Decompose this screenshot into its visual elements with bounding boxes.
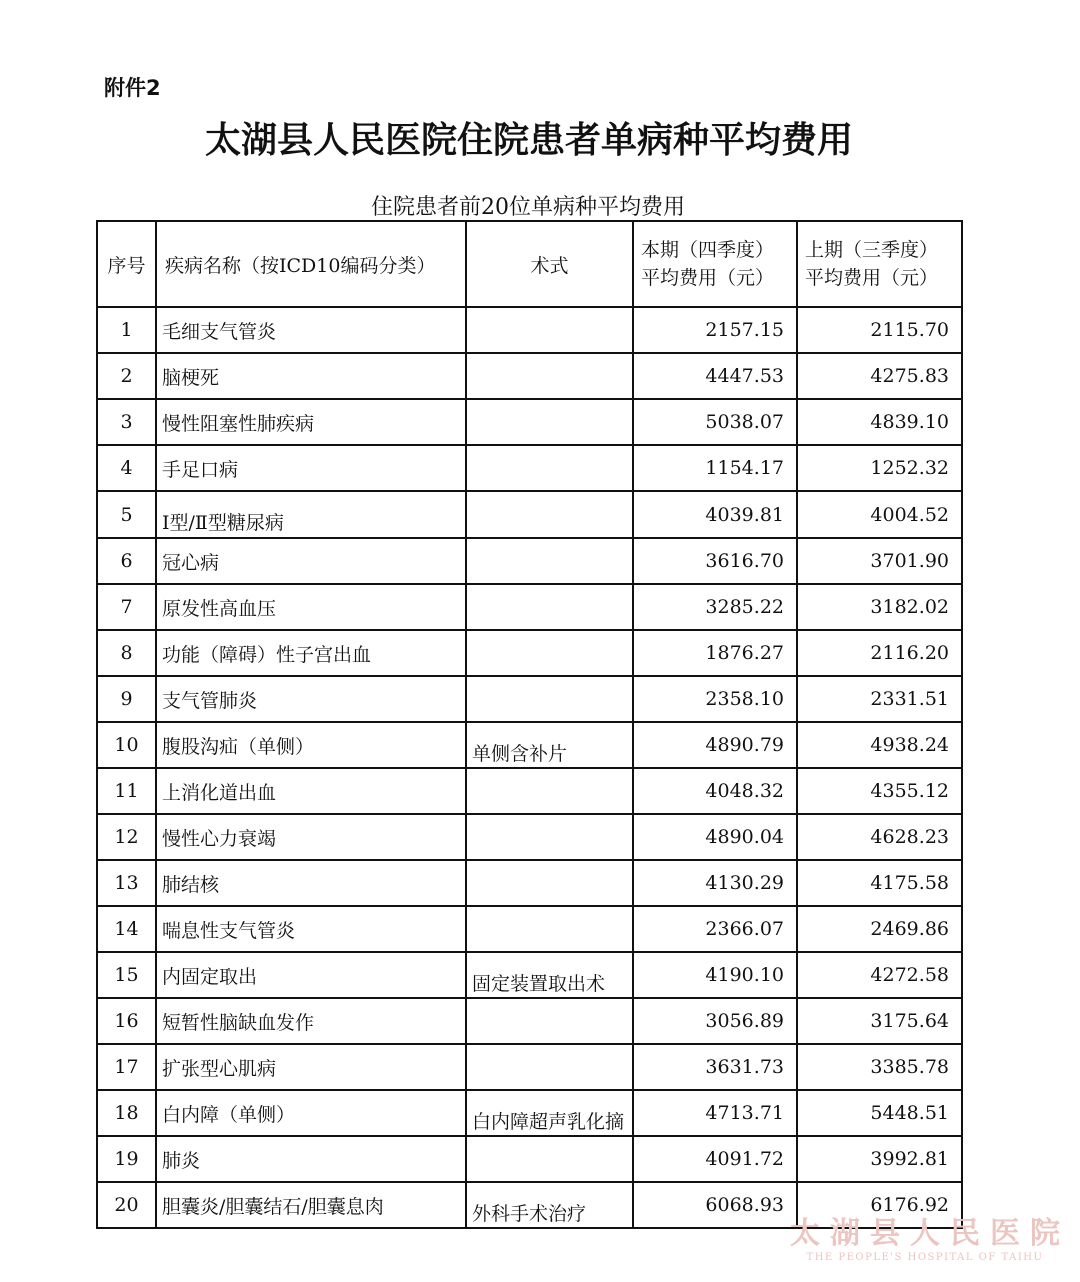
disease-name-cell: 胆囊炎/胆囊结石/胆囊息肉 [156, 1182, 466, 1228]
current-cost-cell: 4039.81 [633, 491, 797, 538]
disease-name-cell: 扩张型心肌病 [156, 1044, 466, 1090]
previous-cost-cell: 5448.51 [797, 1090, 962, 1136]
current-cost-cell: 4130.29 [633, 860, 797, 906]
current-cost-cell: 3631.73 [633, 1044, 797, 1090]
attachment-label: 附件2 [104, 76, 161, 100]
page-title: 太湖县人民医院住院患者单病种平均费用 [204, 120, 853, 161]
procedure-cell [466, 676, 633, 722]
disease-name-cell: 手足口病 [156, 445, 466, 491]
row-number: 14 [97, 906, 156, 952]
disease-name-cell: 肺炎 [156, 1136, 466, 1182]
current-cost-cell: 1876.27 [633, 630, 797, 676]
row-number: 9 [97, 676, 156, 722]
header-previous-period [797, 221, 962, 307]
watermark-chinese: 太湖县人民医院 [790, 1216, 1070, 1251]
row-number: 8 [97, 630, 156, 676]
row-number: 5 [97, 491, 156, 538]
table-row [97, 353, 962, 399]
previous-cost-cell: 1252.32 [797, 445, 962, 491]
header-current-line1: 本期（四季度） [641, 239, 775, 261]
current-cost-cell: 2366.07 [633, 906, 797, 952]
cost-table [96, 220, 963, 1229]
row-number: 18 [97, 1090, 156, 1136]
previous-cost-cell: 4839.10 [797, 399, 962, 445]
disease-name-cell: 上消化道出血 [156, 768, 466, 814]
previous-cost-cell: 4275.83 [797, 353, 962, 399]
previous-cost-cell: 3992.81 [797, 1136, 962, 1182]
procedure-cell [466, 814, 633, 860]
table-row [97, 1136, 962, 1182]
previous-cost-cell: 4004.52 [797, 491, 962, 538]
procedure-cell [466, 399, 633, 445]
disease-name-cell: I型/Ⅱ型糖尿病 [156, 491, 466, 538]
procedure-cell [466, 906, 633, 952]
row-number: 12 [97, 814, 156, 860]
procedure-cell [466, 860, 633, 906]
table-row [97, 1090, 962, 1136]
header-previous-line2: 平均费用（元） [805, 267, 939, 289]
procedure-cell: 单侧含补片 [466, 722, 633, 768]
table-row [97, 538, 962, 584]
procedure-cell [466, 998, 633, 1044]
current-cost-cell: 4190.10 [633, 952, 797, 998]
disease-name-cell: 内固定取出 [156, 952, 466, 998]
watermark-english: THE PEOPLE'S HOSPITAL OF TAIHU [806, 1252, 1044, 1263]
procedure-cell [466, 538, 633, 584]
disease-name-cell: 脑梗死 [156, 353, 466, 399]
table-body [97, 307, 962, 1228]
procedure-cell [466, 768, 633, 814]
procedure-cell [466, 491, 633, 538]
disease-name-cell: 喘息性支气管炎 [156, 906, 466, 952]
table-row [97, 630, 962, 676]
previous-cost-cell: 3175.64 [797, 998, 962, 1044]
row-number: 15 [97, 952, 156, 998]
row-number: 20 [97, 1182, 156, 1228]
table-row [97, 584, 962, 630]
procedure-cell [466, 307, 633, 353]
disease-name-cell: 短暂性脑缺血发作 [156, 998, 466, 1044]
disease-name-cell: 支气管肺炎 [156, 676, 466, 722]
disease-name-cell: 慢性阻塞性肺疾病 [156, 399, 466, 445]
row-number: 6 [97, 538, 156, 584]
current-cost-cell: 1154.17 [633, 445, 797, 491]
previous-cost-cell: 3182.02 [797, 584, 962, 630]
current-cost-cell: 4890.04 [633, 814, 797, 860]
procedure-cell: 固定装置取出术 [466, 952, 633, 998]
table-row [97, 998, 962, 1044]
header-no: 序号 [97, 221, 156, 307]
disease-name-cell: 白内障（单侧） [156, 1090, 466, 1136]
row-number: 10 [97, 722, 156, 768]
procedure-cell [466, 630, 633, 676]
table-row [97, 307, 962, 353]
current-cost-cell: 5038.07 [633, 399, 797, 445]
row-number: 17 [97, 1044, 156, 1090]
procedure-cell: 白内障超声乳化摘 [466, 1090, 633, 1136]
table-header-row [97, 221, 962, 307]
procedure-cell [466, 445, 633, 491]
procedure-cell: 外科手术治疗 [466, 1182, 633, 1228]
row-number: 7 [97, 584, 156, 630]
previous-cost-cell: 2115.70 [797, 307, 962, 353]
procedure-cell [466, 584, 633, 630]
table-row [97, 814, 962, 860]
current-cost-cell: 4048.32 [633, 768, 797, 814]
current-cost-cell: 2358.10 [633, 676, 797, 722]
disease-name-cell: 原发性高血压 [156, 584, 466, 630]
table-row [97, 399, 962, 445]
current-cost-cell: 4713.71 [633, 1090, 797, 1136]
hospital-watermark [790, 1208, 1070, 1263]
current-cost-cell: 4447.53 [633, 353, 797, 399]
row-number: 19 [97, 1136, 156, 1182]
table-row [97, 722, 962, 768]
table-row [97, 1044, 962, 1090]
disease-name-cell: 腹股沟疝（单侧） [156, 722, 466, 768]
current-cost-cell: 2157.15 [633, 307, 797, 353]
previous-cost-cell: 2469.86 [797, 906, 962, 952]
row-number: 3 [97, 399, 156, 445]
previous-cost-cell: 2331.51 [797, 676, 962, 722]
current-cost-cell: 4890.79 [633, 722, 797, 768]
header-current-period [633, 221, 797, 307]
procedure-cell [466, 1136, 633, 1182]
previous-cost-cell: 4355.12 [797, 768, 962, 814]
procedure-cell [466, 1044, 633, 1090]
header-procedure: 术式 [466, 221, 633, 307]
table-row [97, 768, 962, 814]
previous-cost-cell: 4272.58 [797, 952, 962, 998]
row-number: 11 [97, 768, 156, 814]
row-number: 16 [97, 998, 156, 1044]
previous-cost-cell: 4938.24 [797, 722, 962, 768]
row-number: 13 [97, 860, 156, 906]
row-number: 4 [97, 445, 156, 491]
table-row [97, 906, 962, 952]
disease-name-cell: 慢性心力衰竭 [156, 814, 466, 860]
current-cost-cell: 3285.22 [633, 584, 797, 630]
previous-cost-cell: 4175.58 [797, 860, 962, 906]
previous-cost-cell: 3385.78 [797, 1044, 962, 1090]
row-number: 2 [97, 353, 156, 399]
previous-cost-cell: 3701.90 [797, 538, 962, 584]
current-cost-cell: 3056.89 [633, 998, 797, 1044]
disease-name-cell: 肺结核 [156, 860, 466, 906]
table-row [97, 952, 962, 998]
header-current-line2: 平均费用（元） [641, 267, 775, 289]
table-subtitle: 住院患者前20位单病种平均费用 [371, 195, 685, 220]
disease-name-cell: 毛细支气管炎 [156, 307, 466, 353]
table-row [97, 491, 962, 538]
table-row [97, 860, 962, 906]
table-row [97, 676, 962, 722]
previous-cost-cell: 6176.92 [797, 1182, 962, 1228]
previous-cost-cell: 4628.23 [797, 814, 962, 860]
header-disease-name: 疾病名称（按ICD10编码分类） [156, 221, 466, 307]
procedure-cell [466, 353, 633, 399]
previous-cost-cell: 2116.20 [797, 630, 962, 676]
current-cost-cell: 3616.70 [633, 538, 797, 584]
current-cost-cell: 4091.72 [633, 1136, 797, 1182]
header-previous-line1: 上期（三季度） [805, 239, 939, 261]
disease-name-cell: 功能（障碍）性子宫出血 [156, 630, 466, 676]
table-row [97, 445, 962, 491]
current-cost-cell: 6068.93 [633, 1182, 797, 1228]
row-number: 1 [97, 307, 156, 353]
disease-name-cell: 冠心病 [156, 538, 466, 584]
